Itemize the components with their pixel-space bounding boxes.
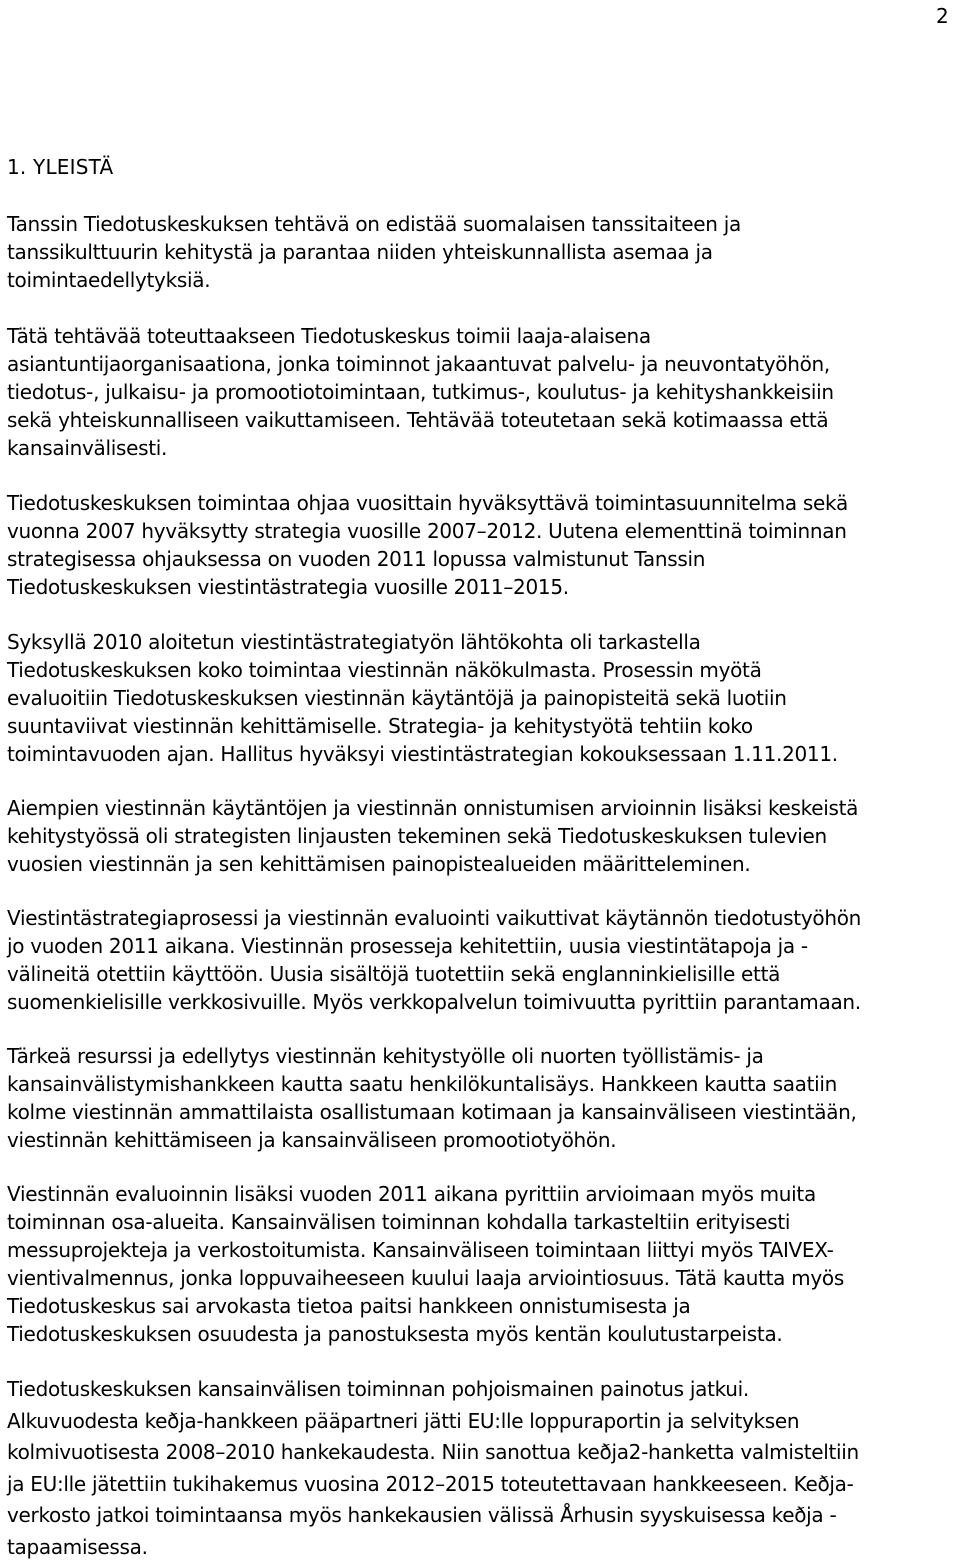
- paragraph-resources: Tärkeä resurssi ja edellytys viestinnän kehitystyölle oli nuorten työllistämis- ja kansainvälistymishankkeen kautta saatu henkilökuntalisäys. Hankkeen kautta saatiin kolme viestinnän ammattilaista osallistumaan kotimaan ja kansainväliseen viestintään, viestinnän kehittämiseen ja kansainväliseen promootiotyöhön.: [7, 1044, 857, 1152]
- paragraph-evaluation-effects: Viestintästrategiaprosessi ja viestinnän evaluointi vaikuttivat käytännön tiedotustyöhön jo vuoden 2011 aikana. Viestinnän prosesseja kehitettiin, uusia viestintätapoja ja - välineitä otettiin käyttöön. Uusia sisältöjä tuotettiin sekä englanninkielisille että suomenkielisille verkkosivuille. Myös verkkopalvelun toimivuutta pyrittiin parantamaan.: [7, 906, 862, 1014]
- paragraph-nordic-cooperation: Tiedotuskeskuksen kansainvälisen toiminnan pohjoismainen painotus jatkui. Alkuvuodesta keðja-hankkeen pääpartneri jätti EU:lle loppuraportin ja selvityksen kolmivuotisesta 2008–2010 hankekaudesta. Niin sanottua keðja2-hanketta valmisteltiin ja EU:lle jätettiin tukihakemus vuosina 2012–2015 toteutettavaan hankkeeseen. Keðja- verkosto jatkoi toimintaansa myös hankekausien välissä Århusin syyskuisessa keðja - tapaamisessa.: [7, 1377, 859, 1559]
- paragraph-development-focus: Aiempien viestinnän käytäntöjen ja viestinnän onnistumisen arvioinnin lisäksi keskeistä kehitystyössä oli strategisten linjausten tekeminen sekä Tiedotuskeskuksen tulevien vuosien viestinnän ja sen kehittämisen painopistealueiden määritteleminen.: [7, 796, 859, 876]
- paragraph-mission: Tanssin Tiedotuskeskuksen tehtävä on edistää suomalaisen tanssitaiteen ja tanssikulttuurin kehitystä ja parantaa niiden yhteiskunnallista asemaa ja toimintaedellytyksiä.: [7, 212, 741, 292]
- page-number: 2: [936, 4, 949, 28]
- section-heading: 1. YLEISTÄ: [7, 155, 114, 179]
- paragraph-other-evaluation: Viestinnän evaluoinnin lisäksi vuoden 2011 aikana pyrittiin arvioimaan myös muita toiminnan osa-alueita. Kansainvälisen toiminnan kohdalla tarkasteltiin erityisesti messuprojekteja ja verkostoitumista. Kansainväliseen toimintaan liittyi myös TAIVEX- vientivalmennus, jonka loppuvaiheeseen kuului laaja arviointiosuus. Tätä kautta myös Tiedotuskeskus sai arvokasta tietoa paitsi hankkeen onnistumisesta ja Tiedotuskeskuksen osuudesta ja panostuksesta myös kentän koulutustarpeista.: [7, 1182, 844, 1346]
- document-body: [7, 210, 947, 1563]
- paragraph-organisation: Tätä tehtävää toteuttaakseen Tiedotuskeskus toimii laaja-alaisena asiantuntijaorganisaationa, jonka toiminnot jakaantuvat palvelu- ja neuvontatyöhön, tiedotus-, julkaisu- ja promootiotoimintaan, tutkimus-, koulutus- ja kehityshankkeisiin sekä yhteiskunnalliseen vaikuttamiseen. Tehtävää toteutetaan sekä kotimaassa että kansainvälisesti.: [7, 324, 834, 460]
- paragraph-communication-strategy-work: Syksyllä 2010 aloitetun viestintästrategiatyön lähtökohta oli tarkastella Tiedotuskeskuksen koko toimintaa viestinnän näkökulmasta. Prosessin myötä evaluoitiin Tiedotuskeskuksen viestinnän käytäntöjä ja painopisteitä sekä luotiin suuntaviivat viestinnän kehittämiselle. Strategia- ja kehitystyötä tehtiin koko toimintavuoden ajan. Hallitus hyväksyi viestintästrategian kokouksessaan 1.11.2011.: [7, 630, 838, 766]
- paragraph-strategy: Tiedotuskeskuksen toimintaa ohjaa vuosittain hyväksyttävä toimintasuunnitelma sekä vuonna 2007 hyväksytty strategia vuosille 2007–2012. Uutena elementtinä toiminnan strategisessa ohjauksessa on vuoden 2011 lopussa valmistunut Tanssin Tiedotuskeskuksen viestintästrategia vuosille 2011–2015.: [7, 491, 848, 599]
